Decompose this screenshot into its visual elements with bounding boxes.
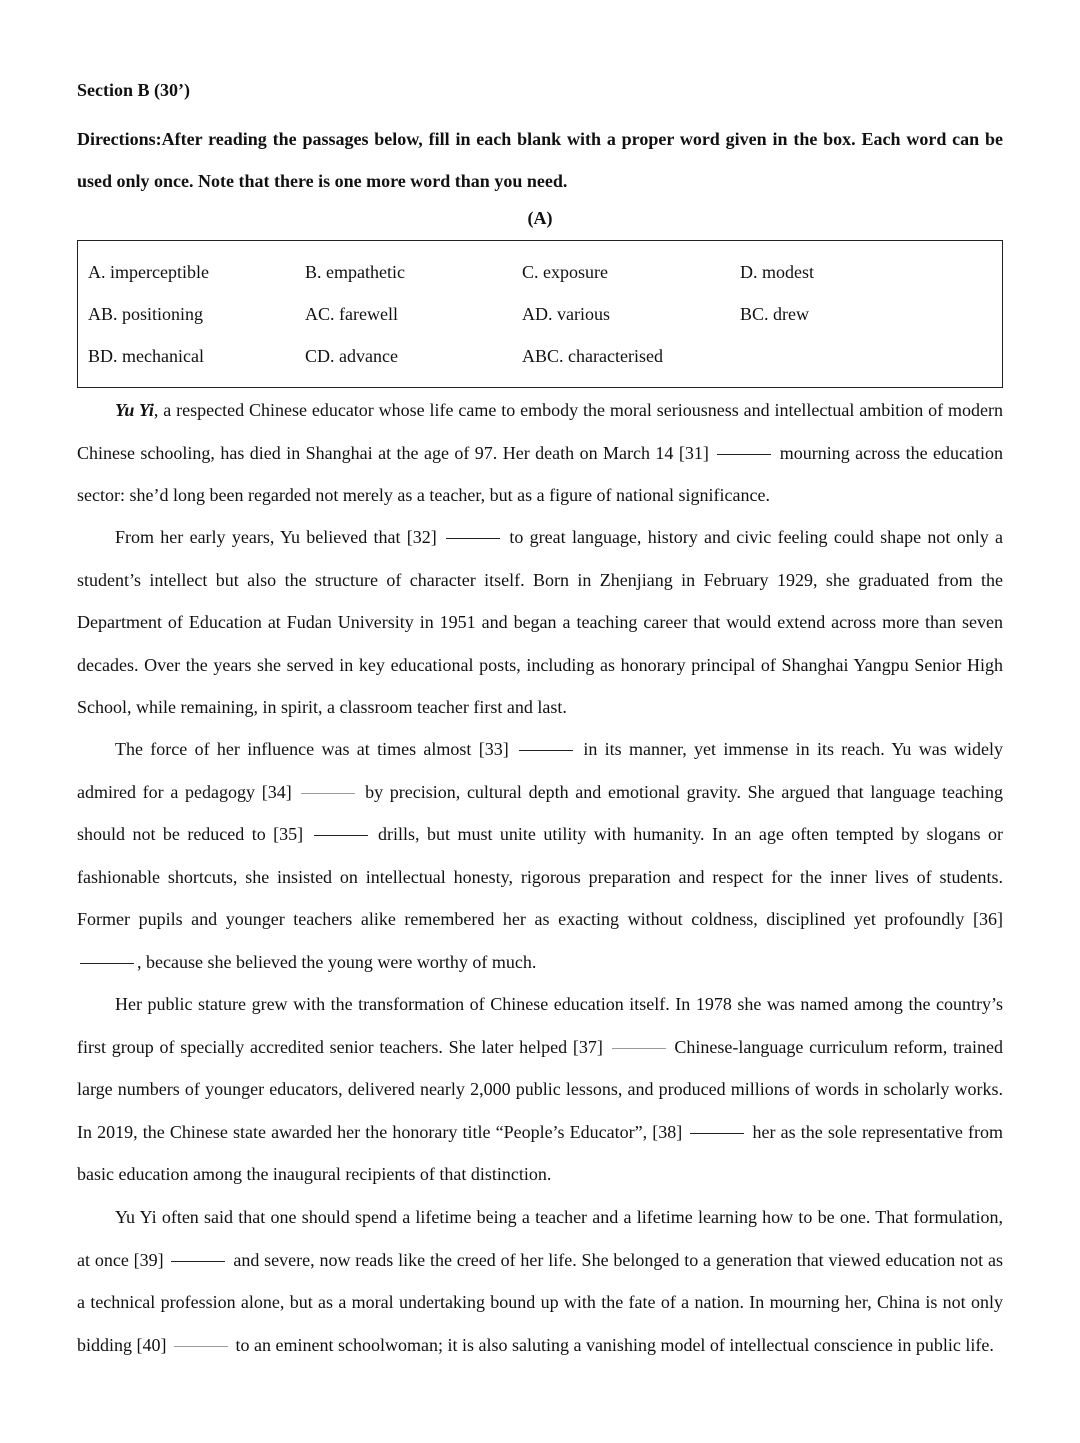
answer-blank-38[interactable] [690,1132,744,1134]
paragraph-text: drills, but must unite utility with humanity. In an age often tempted by slogans or fashionable shortcuts, she insisted on intellectual honesty, rigorous preparation and respect for the inner lives of students. Former pupils and younger teachers alike remembered her as exacting without coldness, disciplined yet profoundly [36] [77,824,1003,930]
paragraph-1 [77,389,1003,517]
answer-blank-34[interactable] [301,792,355,794]
answer-blank-37[interactable] [612,1047,666,1049]
answer-blank-33[interactable] [519,749,573,751]
word-option: CD. advance [305,346,398,366]
paragraph-text: The force of her influence was at times almost [33] [115,739,517,759]
word-option: AB. positioning [88,304,204,324]
paragraph-text: Chinese-language curriculum reform, trained large numbers of younger educators, delivered nearly 2,000 public lessons, and produced millions of words in scholarly works. In 2019, the Chinese state awarded her the honorary title “People’s Educator”, [38] [77,1036,1004,1142]
answer-blank-31[interactable] [717,453,771,455]
subject-name: Yu Yi [115,400,154,420]
directions: Directions:After reading the passages below, fill in each blank with a proper word given in the box. Each word can be used only once. Note that there is one more word than you need. [77,129,1003,191]
word-option: AC. farewell [305,304,398,324]
answer-blank-36[interactable] [80,962,134,964]
paragraph-text: Yu Yi often said that one should spend a lifetime being a teacher and a lifetime learning how to be one. That formulation, at once [39] [77,1207,1003,1270]
paragraph-text: , because she believed the young were worthy of much. [137,951,537,972]
word-option: A. imperceptible [88,262,209,282]
answer-blank-32[interactable] [446,537,500,539]
paragraph-2 [77,516,1003,729]
paragraph-text: in its manner, yet immense in its reach. Yu was widely admired for a pedagogy [34] [77,739,1004,802]
paragraph-text: Her public stature grew with the transformation of Chinese education itself. In 1978 she was named among the country’s first group of specially accredited senior teachers. She later helped [37] [77,994,1003,1057]
word-option: D. modest [740,262,814,282]
paragraph-text: and severe, now reads like the creed of her life. She belonged to a generation that viewed education not as a technical profession alone, but as a moral undertaking bound up with the fate of a nation. In mourning her, China is not only bidding [40] [77,1249,1003,1355]
answer-blank-40[interactable] [174,1345,228,1347]
answer-blank-39[interactable] [171,1260,225,1262]
word-option: BD. mechanical [88,346,204,366]
word-option: ABC. characterised [522,346,663,366]
word-option: B. empathetic [305,262,405,282]
paragraph-text: to an eminent schoolwoman; it is also saluting a vanishing model of intellectual conscience in public life. [231,1334,994,1355]
passage-label: (A) [527,208,553,228]
paragraph-text: , a respected Chinese educator whose life came to embody the moral seriousness and intellectual ambition of modern Chinese schooling, has died in Shanghai at the age of 97. Her death on March 14 [31] [77,400,1003,463]
paragraph-3 [77,728,1003,984]
paragraph-4 [77,983,1003,1196]
paragraph-text: her as the sole representative from basic education among the inaugural recipients of that distinction. [77,1121,1003,1185]
word-option: BC. drew [740,304,809,324]
word-option: C. exposure [522,262,608,282]
paragraph-text: to great language, history and civic feeling could shape not only a student’s intellect but also the structure of character itself. Born in Zhenjiang in February 1929, she graduated from the Department of Education at Fudan University in 1951 and began a teaching career that would extend across more than seven decades. Over the years she served in key educational posts, including as honorary principal of Shanghai Yangpu Senior High School, while remaining, in spirit, a classroom teacher first and last. [77,527,1003,718]
word-option: AD. various [522,304,610,324]
paragraph-text: From her early years, Yu believed that [32] [115,527,444,547]
answer-blank-35[interactable] [314,834,368,836]
paragraph-text: mourning across the education sector: she’d long been regarded not merely as a teacher, but as a figure of national significance. [77,442,1003,506]
word-box [77,240,1003,388]
paragraph-text: by precision, cultural depth and emotional gravity. She argued that language teaching should not be reduced to [35] [77,781,1004,845]
section-title: Section B (30’) [77,80,190,100]
paragraph-5 [77,1196,1003,1366]
